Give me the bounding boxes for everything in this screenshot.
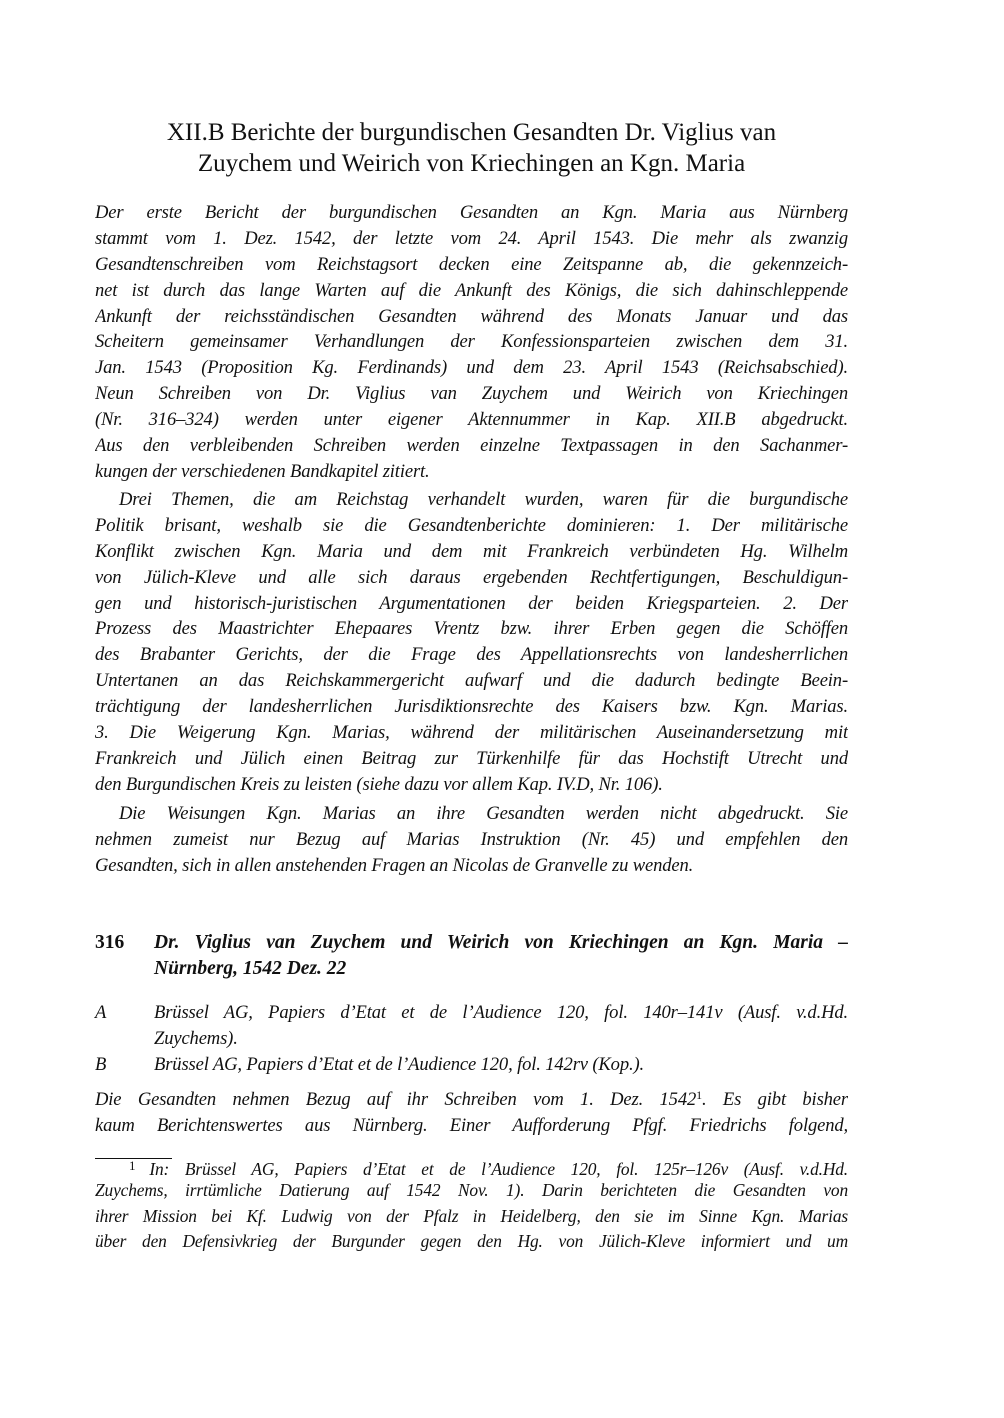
- text-line: Drei Themen, die am Reichstag verhandelt wurden, waren für die burgundische: [119, 489, 848, 510]
- text-line: (Nr. 316–324) werden unter eigener Aktennummer in Kap. XII.B abgedruckt.: [95, 409, 848, 431]
- text-line: 3. Die Weigerung Kgn. Marias, während der militärischen Auseinandersetzung mit: [95, 722, 848, 744]
- text-line: Die Weisungen Kgn. Marias an ihre Gesandten werden nicht abgedruckt. Sie: [119, 803, 848, 824]
- heading-line: Nürnberg, 1542 Dez. 22: [154, 958, 347, 979]
- text-line: Politik brisant, weshalb sie die Gesandtenberichte dominieren: 1. Der militärische: [95, 514, 848, 536]
- summary-line: kaum Berichtenswertes aus Nürnberg. Einer Aufforderung Pfgf. Friedrichs folgend,: [95, 1114, 848, 1136]
- text-line: Gesandten, sich in allen anstehenden Fragen an Nicolas de Granvelle zu wenden.: [95, 854, 694, 876]
- text-line: Konflikt zwischen Kgn. Maria und dem mit Frankreich verbündeten Hg. Wilhelm: [95, 540, 848, 562]
- heading-line: Dr. Viglius van Zuychem und Weirich von Kriechingen an Kgn. Maria –: [154, 932, 848, 953]
- document-number: 316: [95, 932, 125, 953]
- instructions-paragraph: [95, 801, 848, 879]
- text-line: Prozess des Maastrichter Ehepaares Vrentz bzw. ihrer Erben gegen die Schöffen: [95, 618, 848, 640]
- footnote-line: über den Defensivkrieg der Burgunder gegen den Hg. von Jülich-Kleve informiert und um: [95, 1230, 848, 1251]
- source-line: Brüssel AG, Papiers d’Etat et de l’Audience 120, fol. 142rv (Kop.).: [154, 1053, 645, 1075]
- text-line: Aus den verbleibenden Schreiben werden einzelne Textpassagen in den Sachanmer-: [95, 435, 848, 457]
- title-line: XII.B Berichte der burgundischen Gesandten Dr. Viglius van: [166, 119, 777, 146]
- source-sigil: A: [95, 1002, 107, 1023]
- source-entry-a: [95, 1000, 848, 1052]
- title-line: Zuychem und Weirich von Kriechingen an Kgn. Maria: [197, 150, 746, 177]
- footnote-line: [95, 1153, 848, 1178]
- text-line: Untertanen an das Reichskammergericht aufwarf und die dadurch bedingte Beein-: [95, 670, 848, 692]
- text-line: Jan. 1543 (Proposition Kg. Ferdinands) und dem 23. April 1543 (Reichsabschied).: [95, 357, 848, 379]
- intro-paragraph: [95, 200, 848, 485]
- text-line: den Burgundischen Kreis zu leisten (siehe dazu vor allem Kap. IV.D, Nr. 106).: [95, 773, 663, 795]
- source-line: Brüssel AG, Papiers d’Etat et de l’Audience 120, fol. 140r–141v (Ausf. v.d.Hd.: [154, 1002, 848, 1023]
- document-summary: [95, 1087, 848, 1139]
- footnote-line: ihrer Mission bei Kf. Ludwig von der Pfalz in Heidelberg, den sie im Sinne Kgn. Marias: [95, 1205, 848, 1226]
- source-line: Zuychems).: [154, 1027, 238, 1049]
- footnote-reference[interactable]: 1: [696, 1088, 702, 1102]
- topics-paragraph: [95, 487, 848, 798]
- text-line: nehmen zumeist nur Bezug auf Marias Instruktion (Nr. 45) und empfehlen den: [95, 828, 848, 850]
- text-line: trächtigung der landesherrlichen Jurisdiktionsrechte des Kaisers bzw. Kgn. Marias.: [95, 696, 848, 718]
- text-line: Scheitern gemeinsamer Verhandlungen der Konfessionsparteien zwischen dem 31.: [95, 331, 848, 353]
- footnote: [95, 1153, 848, 1254]
- footnote-text: In: Brüssel AG, Papiers d’Etat et de l’Audience 120, fol. 125r–126v (Ausf. v.d.Hd.: [149, 1159, 848, 1179]
- summary-text: . Es gibt bisher: [701, 1089, 848, 1110]
- section-title: [95, 117, 848, 179]
- text-line: kungen der verschiedenen Bandkapitel zitiert.: [95, 460, 430, 482]
- source-list: [95, 1000, 848, 1078]
- text-line: net ist durch das lange Warten auf die Ankunft des Königs, die sich dahinschleppende: [95, 279, 848, 301]
- text-line: des Brabanter Gerichts, der die Frage des Appellationsrechts von landesherrlichen: [95, 644, 848, 666]
- summary-line: [95, 1087, 848, 1113]
- document-heading: [95, 930, 848, 982]
- text-line: Gesandtenschreiben vom Reichstagsort decken eine Zeitspanne ab, die gekennzeich-: [95, 253, 848, 275]
- footnote-number: 1: [129, 1158, 136, 1173]
- text-line: Frankreich und Jülich einen Beitrag zur Türkenhilfe für das Hochstift Utrecht und: [95, 747, 848, 769]
- text-line: von Jülich-Kleve und alle sich daraus ergebenden Rechtfertigungen, Beschuldigun-: [95, 566, 848, 588]
- source-sigil: B: [95, 1053, 107, 1075]
- text-line: stammt vom 1. Dez. 1542, der letzte vom 24. April 1543. Die mehr als zwanzig: [95, 227, 848, 249]
- text-line: Neun Schreiben von Dr. Viglius van Zuychem und Weirich von Kriechingen: [95, 383, 848, 405]
- source-entry-b: [95, 1052, 848, 1078]
- text-line: Der erste Bericht der burgundischen Gesandten an Kgn. Maria aus Nürnberg: [95, 202, 848, 223]
- summary-text: Die Gesandten nehmen Bezug auf ihr Schreiben vom 1. Dez. 1542: [95, 1089, 697, 1110]
- text-line: gen und historisch-juristischen Argumentationen der beiden Kriegsparteien. 2. Der: [95, 592, 848, 614]
- footnote-line: Zuychems, irrtümliche Datierung auf 1542 Nov. 1). Darin berichteten die Gesandten von: [95, 1180, 848, 1201]
- text-line: Ankunft der reichsständischen Gesandten während des Monats Januar und das: [95, 305, 848, 327]
